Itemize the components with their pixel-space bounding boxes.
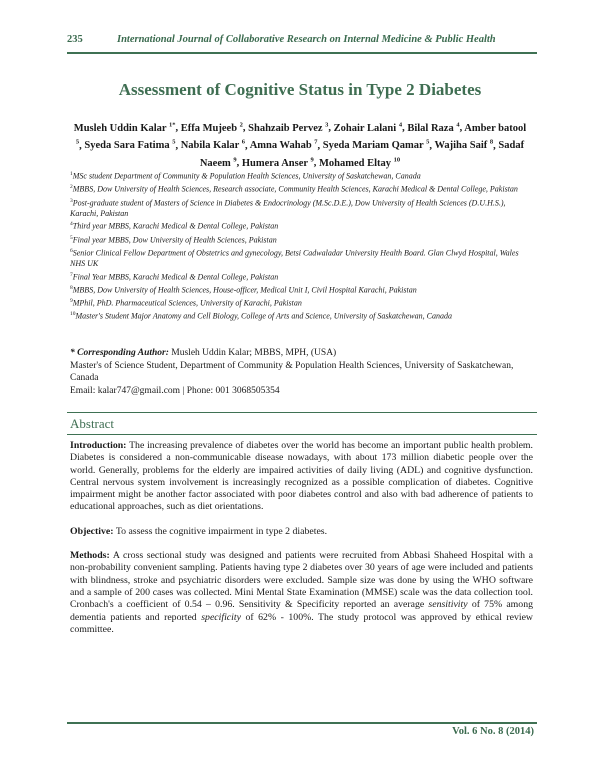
author-name-text: Mohamed Eltay (319, 157, 392, 169)
abstract-objective (70, 526, 533, 538)
abstract-body (70, 440, 533, 648)
affiliation-text: MBBS, Dow University of Health Sciences, House-officer, Medical Unit I, Civil Hospital Karachi, Pakistan (72, 285, 417, 295)
header-divider (67, 52, 537, 54)
methods-text-part-b: of 75% among dementia patients and reported (70, 599, 533, 623)
page-number: 235 (67, 34, 83, 45)
affiliation-text: MSc student Department of Community & Population Health Sciences, University of Saskatchewan, Canada (72, 171, 421, 181)
introduction-text: The increasing prevalence of diabetes over the world has become an important public health problem. Diabetes is considered a non-communicable disease nowadays, with about 173 million diabetic people over the world. Generally, problems for the elderly are impaired activities of daily living (ADL) and cognitive dysfunction. Central nervous system involvement is increasingly recognized as a possible complication of diabetes. Cognitive impairment might be another factor associated with poor diabetes control and also with bad adherence of patients to educational approaches, such as diet orientations. (70, 440, 533, 513)
author-name (74, 123, 176, 134)
objective-label: Objective: (70, 525, 114, 537)
author-name (323, 140, 430, 151)
introduction-label: Introduction: (70, 440, 127, 451)
abstract-heading: Abstract (70, 416, 115, 431)
methods-text-part-c: of 62% - 100%. The study protocol was approved by ethical review committee. (70, 611, 533, 635)
affiliation-text: Master's Student Major Anatomy and Cell Biology, College of Arts and Science, University of Saskatchewan, Canada (75, 312, 452, 322)
affiliation-marker: 8 (70, 284, 73, 291)
article-title: Assessment of Cognitive Status in Type 2 Diabetes (118, 80, 482, 99)
author-name (319, 158, 400, 169)
methods-specificity-term: specificity (201, 611, 241, 623)
author-name (181, 140, 245, 151)
affiliation-item (70, 283, 535, 296)
corresponding-author-line (70, 347, 532, 360)
affiliation-text: Post-graduate student of Masters of Science in Diabetes & Endocrinology (M.Sc.D.E.), Dow University of Health Sciences (D.U.H.S.), Karachi, Pakistan (70, 198, 506, 218)
author-name (248, 123, 328, 134)
author-name-text: Musleh Uddin Kalar (73, 122, 167, 134)
affiliation-list (70, 169, 535, 323)
affiliation-marker: 1 (70, 171, 73, 177)
affiliation-marker: 6 (70, 247, 73, 254)
affiliation-marker: 9 (70, 298, 73, 305)
author-name-text: Amber batool (464, 122, 527, 134)
objective-text: To assess the cognitive impairment in type 2 diabetes. (115, 525, 328, 537)
author-affiliation-marker: 5 (75, 138, 80, 146)
author-name-text: Nabila Kalar (180, 140, 240, 151)
author-affiliation-marker: 1* (169, 121, 176, 128)
author-affiliation-marker: 9 (233, 156, 237, 163)
affiliation-text: MBBS, Dow University of Health Sciences, Research associate, Community Health Sciences, Karachi Medical & Dental College, Pakistan (72, 184, 518, 194)
author-name-text: Syeda Mariam Qamar (322, 140, 424, 151)
affiliation-marker: 7 (70, 271, 73, 278)
corresponding-author-name: Musleh Uddin Kalar; MBBS, MPH, (USA) (171, 348, 337, 358)
author-name (242, 158, 314, 169)
abstract-top-rule (67, 412, 537, 413)
affiliation-text: MPhil, PhD. Pharmaceutical Sciences, University of Karachi, Pakistan (72, 298, 302, 308)
author-name-text: Syeda Sara Fatima (84, 140, 170, 151)
affiliation-item (70, 296, 535, 309)
journal-name: International Journal of Collaborative Research on Internal Medicine & Public Health (117, 34, 496, 45)
author-name-text: Shahzaib Pervez (248, 122, 323, 134)
author-name-text: Effa Mujeeb (180, 122, 238, 134)
author-name (181, 123, 243, 134)
affiliation-text: Final Year MBBS, Karachi Medical & Dental College, Pakistan (72, 272, 279, 282)
affiliation-text: Final year MBBS, Dow University of Health Sciences, Pakistan (72, 235, 277, 245)
abstract-methods (70, 550, 533, 636)
affiliation-marker: 10 (70, 311, 76, 318)
author-affiliation-marker: 8 (489, 138, 494, 146)
affiliation-item (70, 196, 535, 220)
author-name (434, 140, 493, 151)
author-name (250, 140, 318, 151)
author-affiliation-marker: 3 (325, 121, 329, 128)
author-affiliation-marker: 5 (426, 138, 430, 146)
corresponding-author-contact: Email: kalar747@gmail.com | Phone: 001 3068505354 (70, 385, 280, 396)
author-affiliation-marker: 5 (172, 138, 176, 146)
affiliation-marker: 5 (70, 234, 73, 241)
corresponding-author-block (70, 347, 532, 397)
corresponding-author-label: * Corresponding Author: (70, 348, 169, 358)
author-affiliation-marker: 10 (393, 156, 401, 163)
affiliation-item (70, 169, 535, 182)
methods-sensitivity-term: sensitivity (428, 599, 468, 611)
affiliation-item (70, 270, 535, 283)
author-name-text: Amna Wahab (249, 140, 312, 151)
author-name-text: Wajiha Saif (434, 140, 488, 151)
methods-label: Methods: (70, 550, 110, 562)
author-affiliation-marker: 7 (314, 138, 318, 146)
footer-divider (67, 722, 537, 724)
author-name (407, 123, 459, 134)
affiliation-item (70, 309, 535, 322)
author-name (334, 123, 402, 134)
volume-issue: Vol. 6 No. 8 (2014) (452, 726, 534, 737)
abstract-introduction (70, 440, 533, 514)
corresponding-author-affiliation: Master's of Science Student, Department of Community & Population Health Sciences, University of Saskatchewan, Canada (70, 360, 514, 383)
affiliation-marker: 3 (70, 197, 73, 204)
author-name (84, 140, 175, 151)
author-affiliation-marker: 4 (456, 121, 460, 128)
affiliation-item (70, 246, 535, 270)
author-name-text: Sadaf Naeem (199, 140, 525, 169)
affiliation-item (70, 182, 535, 195)
author-affiliation-marker: 4 (398, 121, 403, 128)
affiliation-item (70, 219, 535, 232)
affiliation-item (70, 233, 535, 246)
abstract-bottom-rule (67, 434, 537, 435)
author-affiliation-marker: 9 (310, 156, 314, 163)
author-affiliation-marker: 6 (241, 138, 246, 146)
author-affiliation-marker: 2 (239, 121, 243, 128)
affiliation-marker: 2 (70, 184, 73, 191)
methods-text-part-a: A cross sectional study was designed and patients were recruited from Abbasi Shaheed Hospital with a non-probability convenient sampling. Patients having type 2 diabetes over 30 years of age were included and patients with blindness, stroke and psychiatric disorders were excluded. Sample size was done by using the WHO software and a sample of 200 cases was collected. Mini Mental State Examination (MMSE) scale was the data collection tool. Cronbach's a coefficient of 0.54 – 0.96. Sensitivity & Specificity reported an average (70, 550, 533, 611)
author-name-text: Zohair Lalani (333, 122, 397, 134)
author-list: Musleh Uddin Kalar $^{1*}$, Effa Mujeeb $^2$, Shahzaib Pervez $^3$, Zohair Lalani $^4$, Bilal Raza $^4$, Amber batool $^5$, Syeda Sara Fatima $^5$, Nabila Kalar $^6$, Amna Wahab $^7$, Syeda Mariam Qamar $^5$, Wajiha Saif $^8$, Sadaf Naeem $^9$, Humera Anser $^9$, Mohamed Eltay $^{10}$ (73, 121, 527, 169)
affiliation-marker: 4 (70, 221, 73, 228)
affiliation-text: Senior Clinical Fellow Department of Obstetrics and gynecology, Betsi Cadwaladar University Health Board. Glan Clwyd Hospital, Wales NHS UK (70, 248, 519, 269)
affiliation-text: Third year MBBS, Karachi Medical & Dental College, Pakistan (72, 222, 279, 231)
author-name-text: Bilal Raza (407, 122, 454, 134)
author-name-text: Humera Anser (241, 157, 308, 169)
